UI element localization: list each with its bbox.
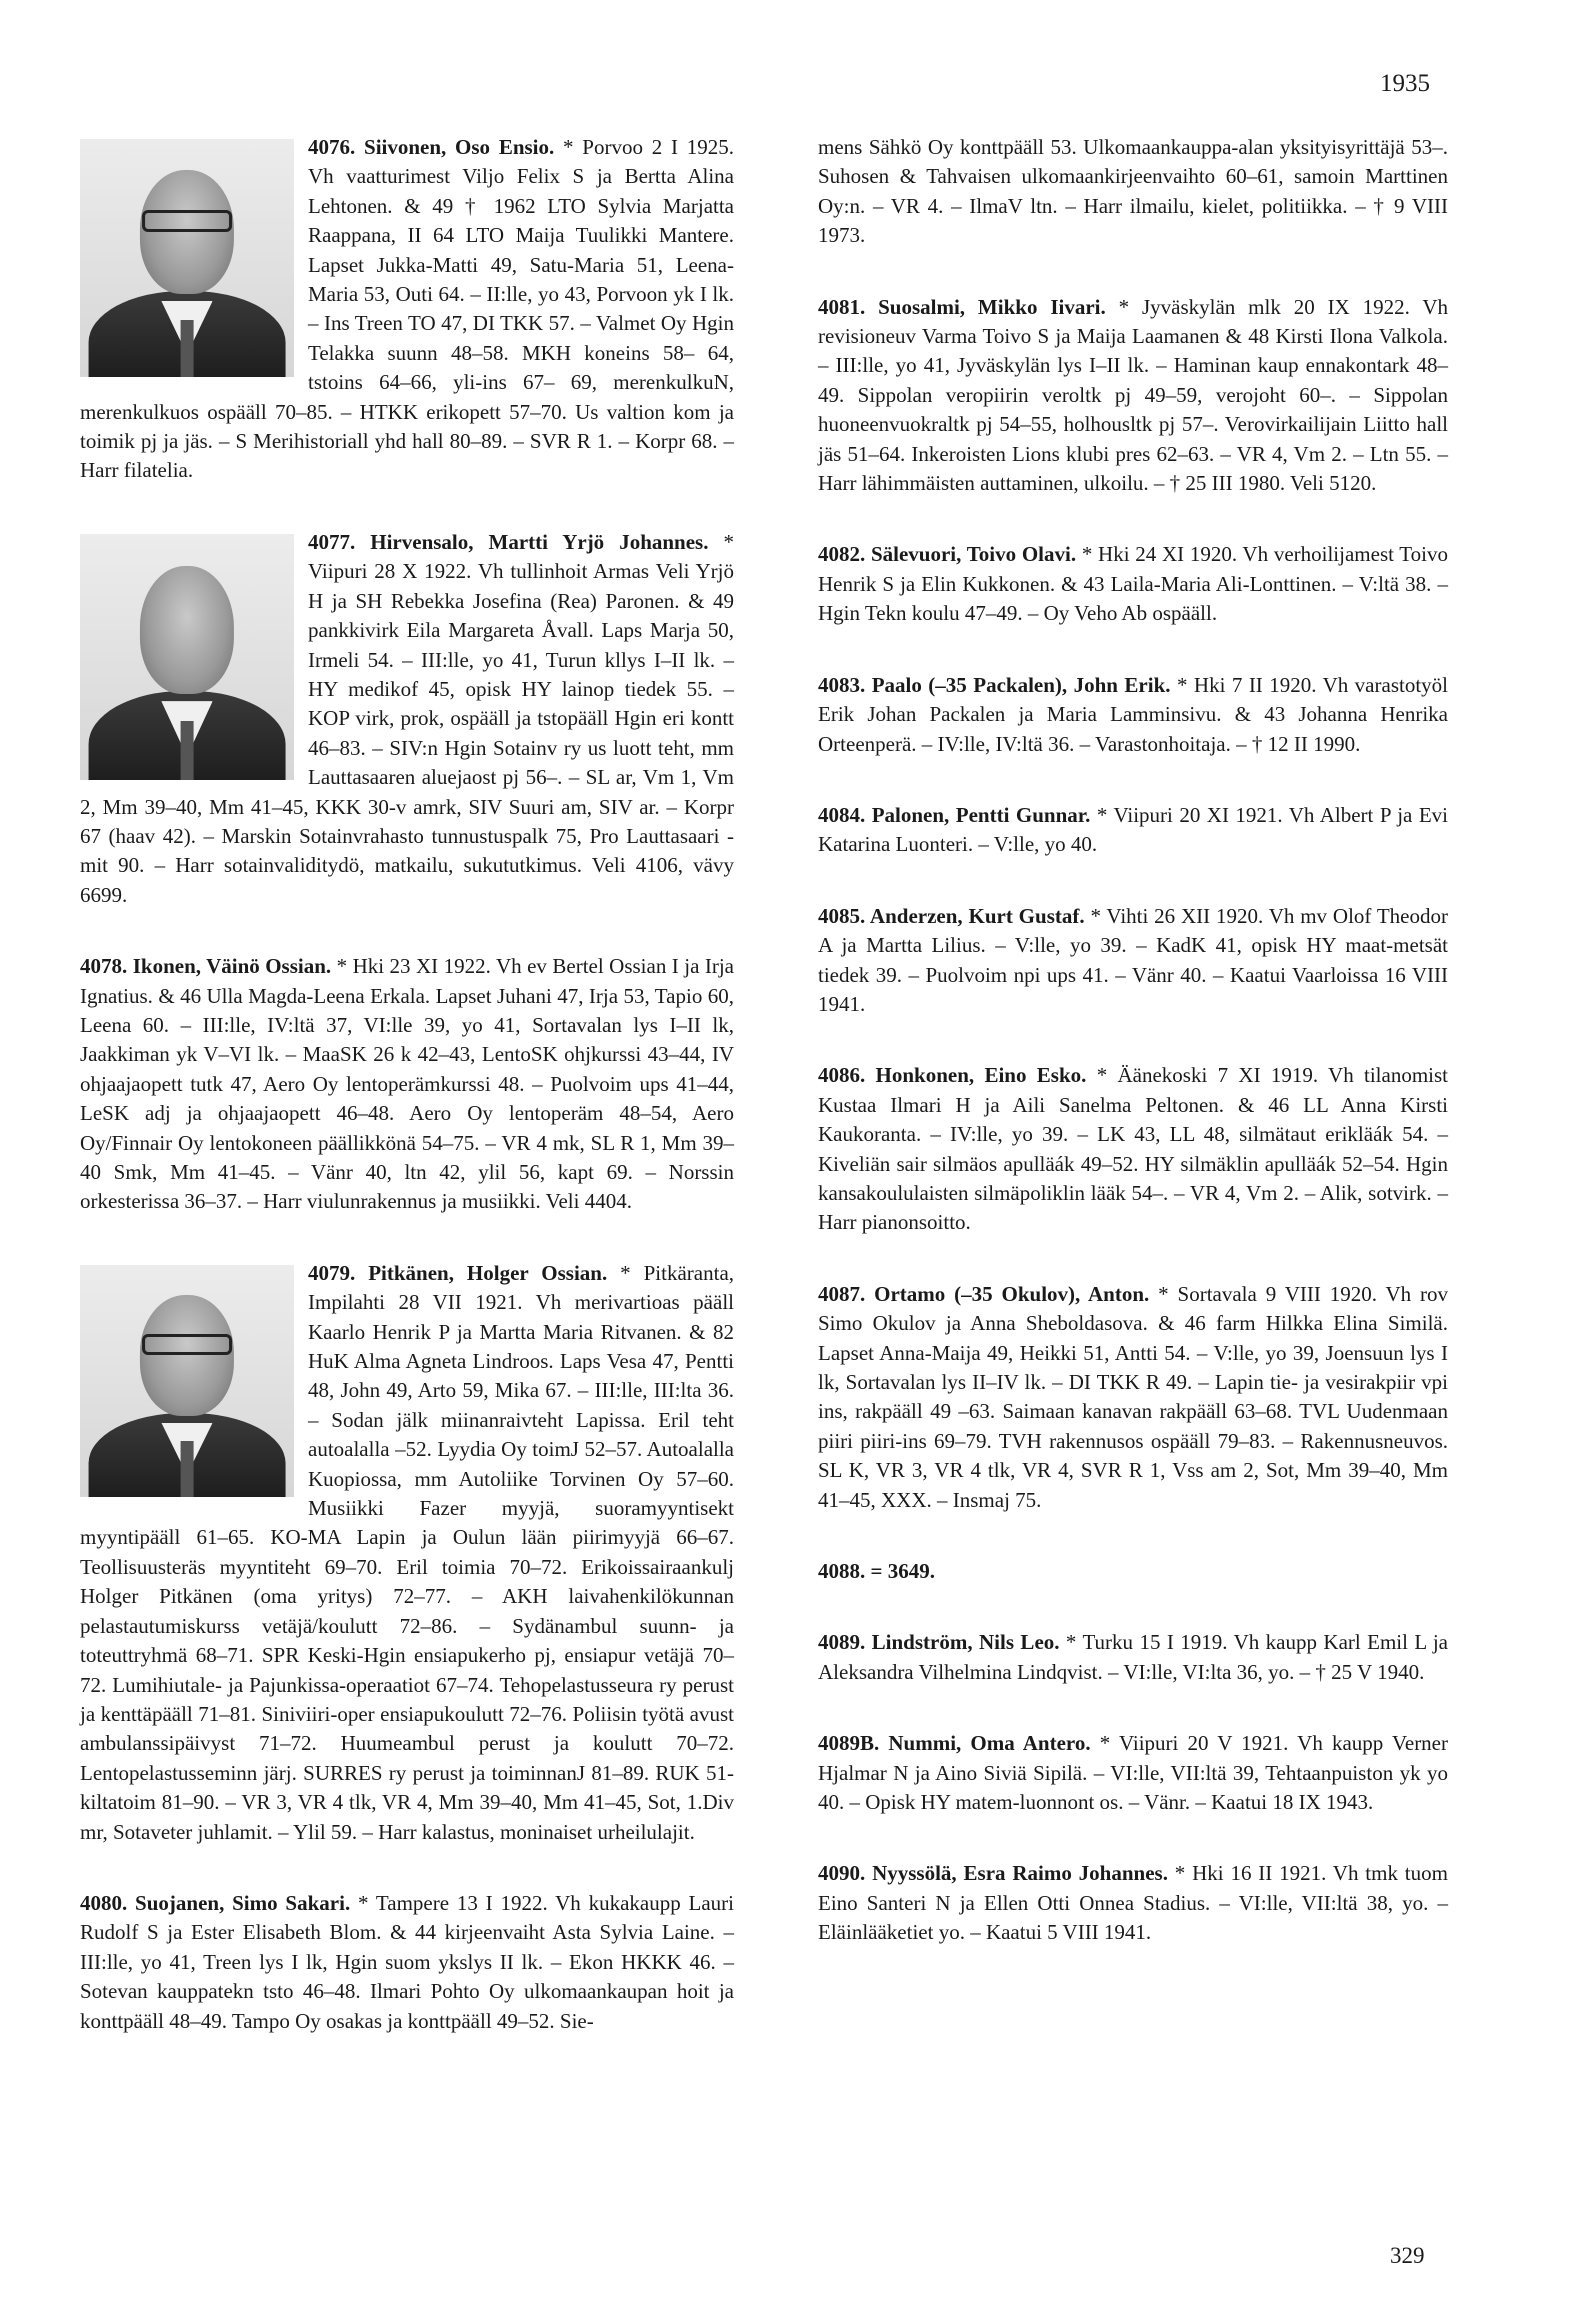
- entry-heading: 4089B. Nummi, Oma Antero.: [818, 1731, 1091, 1756]
- entry-body: * Äänekoski 7 XI 1919. Vh tilanomist Kustaa Ilmari H ja Aili Sanelma Peltonen. & 46 LL Anna Kirsti Kaukoranta. – IV:lle, yo 39. – LK 43, LL 48, silmätaut erikläák 54. – Kiveliän sair silmäos apulläák 49–52. HY silmäklin apulläák 52–54. Hgin kansakoululaisten silmäpoliklin lääk 54–. – VR 4, Vm 2. – Alik, sotvirk. – Harr pianonsoitto.: [818, 1063, 1448, 1235]
- entry-body: * Hki 16 II 1921. Vh tmk tuom Eino Santeri N ja Ellen Otti Onnea Stadius. – VI:lle, VII:ltä 38, yo. – Eläinlääketiet yo. – Kaatui 5 VIII 1941.: [818, 1861, 1448, 1945]
- entry: [818, 1280, 1448, 1515]
- entry-heading: 4088. = 3649.: [818, 1559, 935, 1584]
- entry: [818, 671, 1448, 759]
- entry: [80, 1259, 734, 1847]
- entry-heading: 4080. Suojanen, Simo Sakari.: [80, 1890, 351, 1915]
- entry: [818, 1859, 1448, 1947]
- entry-body: * Porvoo 2 I 1925. Vh vaatturimest Viljo Felix S ja Bertta Alina Lehtonen. & 49 † 1962 LTO Sylvia Marjatta Raappana, II 64 LTO Maija Tuulikki Mantere. Lapset Jukka-Matti 49, Satu-Maria 51, Leena-Maria 53, Outi 64. – II:lle, yo 43, Porvoon yk I lk. – Ins Treen TO 47, DI TKK 57. – Valmet Oy Hgin Telakka suunn 48–58. MKH koneins 58– 64, tstoins 64–66, yli-ins 67– 69, merenkulkuN, merenkulkuos ospääll 70–85. – HTKK erikopett 57–70. Us valtion kom ja toimik pj ja jäs. – S Merihistoriall yhd hall 80–89. – SVR R 1. – Korpr 68. – Harr filatelia.: [80, 135, 734, 483]
- entry: [80, 133, 734, 486]
- entry-body: * Sortavala 9 VIII 1920. Vh rov Simo Okulov ja Anna Sheboldasova. & 46 farm Hilkka Elina Similä. Lapset Anna-Maija 49, Heikki 51, Antti 54. – V:lle, yo 39, Joensuun lys I lk, Sortavalan lys II–IV lk. – DI TKK R 49. – Lapin tie- ja vesirakpiir vpi ins, rakpääll 49 –63. Saimaan kanavan rakpääll 63–68. TVL Uudenmaan piiri piiri-ins 69–79. TVH rakennusos ospääll 79–83. – Rakennusneuvos. SL K, VR 3, VR 4 tlk, VR 4, SVR R 1, Vss am 2, Sot, Mm 39–40, Mm 41–45, XXX. – Insmaj 75.: [818, 1281, 1448, 1512]
- entry-heading: 4081. Suosalmi, Mikko Iivari.: [818, 294, 1106, 319]
- entry-body: * Hki 24 XI 1920. Vh verhoilijamest Toivo Henrik S ja Elin Kukkonen. & 43 Laila-Maria Ali-Lonttinen. – V:ltä 38. – Hgin Tekn koulu 47–49. – Oy Veho Ab ospääll.: [818, 542, 1448, 626]
- entry-heading: 4082. Sälevuori, Toivo Olavi.: [818, 542, 1077, 567]
- entry-heading: 4090. Nyyssölä, Esra Raimo Johannes.: [818, 1861, 1168, 1886]
- entry: [80, 528, 734, 910]
- left-column: [80, 133, 734, 2078]
- entry-body: * Viipuri 20 V 1921. Vh kaupp Verner Hjalmar N ja Aino Siviä Sipilä. – VI:lle, VII:ltä 39, Tehtaanpuiston yk yo 40. – Opisk HY matem-luonnont os. – Vänr. – Kaatui 18 IX 1943.: [818, 1731, 1448, 1815]
- portrait-photo: [80, 1265, 294, 1497]
- entry-body: * Turku 15 I 1919. Vh kaupp Karl Emil L ja Aleksandra Vilhelmina Lindqvist. – VI:lle, VI:lta 36, yo. – † 25 V 1940.: [818, 1630, 1448, 1684]
- entry-body: * Viipuri 20 XI 1921. Vh Albert P ja Evi Katarina Luonteri. – V:lle, yo 40.: [818, 802, 1448, 857]
- entry-body: * Pitkäranta, Impilahti 28 VII 1921. Vh merivartioas pääll Kaarlo Henrik P ja Martta Maria Ritvanen. & 82 HuK Alma Agneta Lindroos. Laps Vesa 47, Pentti 48, John 49, Arto 59, Mika 67. – III:lle, III:lta 36. – Sodan jälk miinanraivteht Lapissa. Eril teht autoalalla –52. Lyydia Oy toimJ 52–57. Autoalalla Kuopiossa, mm Autoliike Torvinen Oy 57–60. Musiikki Fazer myyjä, suoramyyntisekt myyntipääll 61–65. KO-MA Lapin ja Oulun lään piirimyyjä 66–67. Teollisuusteräs myyntiteht 69–70. Eril toimia 70–72. Erikoissairaankulj Holger Pitkänen (oma yritys) 72–77. – AKH laivahenkilökunnan pelastautumiskurss vetäjä/koulutt 72–86. – Sydänambul suunn- ja toteuttryhmä 68–71. SPR Keski-Hgin ensiapukerho pj, ensiapur vetäjä 70–72. Lumihiutale- ja Pajunkissa-operaatiot 67–74. Tehopelastusseura ry perust ja kenttäpääll 71–81. Siniviiri-oper ensiapukoulutt 72–76. Poliisin työtä avust ambulanssipäivyst 71–72. Huumeambul perust ja koulutt 70–72. Lentopelastusseminn järj. SURRES ry perust ja toiminnanJ 81–89. RUK 51-kiltatoim 81–90. – VR 3, VR 4 tlk, VR 4, Mm 39–40, Mm 41–45, Sot, 1.Div mr, Sotaveter juhlamit. – Ylil 59. – Harr kalastus, moninaiset urheilulajit.: [80, 1260, 735, 1844]
- entry: [818, 801, 1448, 860]
- entry-heading: 4078. Ikonen, Väinö Ossian.: [80, 954, 332, 979]
- entry-heading: 4076. Siivonen, Oso Ensio.: [308, 135, 555, 159]
- entry: [818, 1729, 1448, 1817]
- entry-body: * Tampere 13 I 1922. Vh kukakaupp Lauri Rudolf S ja Ester Elisabeth Blom. & 44 kirjeenvaiht Asta Sylvia Laine. – III:lle, yo 41, Treen lys I lk, Hgin suom ykslys II lk. – Ekon HKKK 46. – Sotevan kauppatekn tsto 46–48. Ilmari Pohto Oy ulkomaankaupan hoit ja konttpääll 48–49. Tampo Oy osakas ja konttpääll 49–52. Sie-: [80, 1890, 734, 2033]
- entry-body: * Hki 23 XI 1922. Vh ev Bertel Ossian I ja Irja Ignatius. & 46 Ulla Magda-Leena Erkala. Lapset Juhani 47, Irja 53, Tapio 60, Leena 60. – III:lle, IV:ltä 37, VI:lle 39, yo 41, Sortavalan lys I–II lk, Jaakkiman yk V–VI lk. – MaaSK 26 k 42–43, LentoSK ohjkurssi 43–44, IV ohjaajaopett tutk 47, Aero Oy lentoperämkurssi 48. – Puolvoim ups 41–44, LeSK adj ja ohjaajaopett 46–48. Aero Oy lentoperäm 48–54, Aero Oy/Finnair Oy lentokoneen päällikkönä 54–75. – VR 4 mk, SL R 1, Mm 39–40 Smk, Mm 41–45. – Vänr 40, ltn 42, ylil 56, kapt 69. – Norssin orkesterissa 36–37. – Harr viulunrakennus ja musiikki. Veli 4404.: [80, 954, 734, 1214]
- right-column: [818, 133, 1448, 1990]
- entry: [818, 902, 1448, 1020]
- entry-heading: 4087. Ortamo (–35 Okulov), Anton.: [818, 1281, 1150, 1306]
- entry: [818, 293, 1448, 499]
- entry: [818, 1628, 1448, 1687]
- entry-heading: 4083. Paalo (–35 Packalen), John Erik.: [818, 672, 1171, 697]
- entry-body: * Hki 7 II 1920. Vh varastotyöl Erik Johan Packalen ja Maria Lamminsivu. & 43 Johanna Henrika Orteenperä. – IV:lle, IV:ltä 36. – Varastonhoitaja. – † 12 II 1990.: [818, 672, 1448, 756]
- entry-heading: 4086. Honkonen, Eino Esko.: [818, 1063, 1087, 1088]
- page-number: 329: [1390, 2243, 1425, 2268]
- entry: [818, 1557, 1448, 1586]
- entry-heading: 4089. Lindström, Nils Leo.: [818, 1630, 1060, 1655]
- entry-heading: 4084. Palonen, Pentti Gunnar.: [818, 802, 1091, 827]
- entry-body: * Vihti 26 XII 1920. Vh mv Olof Theodor A ja Martta Lilius. – V:lle, yo 39. – KadK 41, opisk HY maat-metsät tiedek 39. – Puolvoim npi ups 41. – Vänr 40. – Kaatui Vaarloissa 16 VIII 1941.: [818, 903, 1448, 1016]
- portrait-photo: [80, 534, 294, 780]
- entry-heading: 4085. Anderzen, Kurt Gustaf.: [818, 903, 1085, 928]
- entry: [818, 1061, 1448, 1237]
- entry-body: * Viipuri 28 X 1922. Vh tullinhoit Armas Veli Yrjö H ja SH Rebekka Josefina (Rea) Paronen. & 49 pankkivirk Eila Margareta Åvall. Laps Marja 50, Irmeli 54. – III:lle, yo 41, Turun kllys I–II lk. – HY medikof 45, opisk HY lainop tiedek 55. – KOP virk, prok, ospääll ja tstopääll Hgin eri kontt 46–83. – SIV:n Hgin Sotainv ry us luott teht, mm Lauttasaaren aluejaost pj 56–. – SL ar, Vm 1, Vm 2, Mm 39–40, Mm 41–45, KKK 30-v amrk, SIV Suuri am, SIV ar. – Korpr 67 (haav 42). – Marskin Sotainvrahasto tunnustuspalk 75, Pro Lauttasaari -mit 90. – Harr sotainvaliditydö, matkailu, sukututkimus. Veli 4106, vävy 6699.: [80, 529, 734, 907]
- entry: [818, 133, 1448, 251]
- header-year: 1935: [1380, 70, 1430, 97]
- entry-heading: 4077. Hirvensalo, Martti Yrjö Johannes.: [308, 529, 709, 554]
- entry-heading: 4079. Pitkänen, Holger Ossian.: [308, 1260, 608, 1285]
- entry: [80, 952, 734, 1217]
- portrait-photo: [80, 139, 294, 377]
- entry: [80, 1889, 734, 2036]
- entry-body: * Jyväskylän mlk 20 IX 1922. Vh revisioneuv Varma Toivo S ja Maija Laamanen & 48 Kirsti Ilona Valkola. – III:lle, yo 41, Jyväskylän lys I–II lk. – Haminan kaup ennakontark 48–49. Sippolan veropiirin veroltk pj 49–59, verojoht 60–. – Sippolan huoneenvuokraltk pj 54–55, holhousltk pj 57–. Verovirkailijain Liitto hall jäs 51–64. Inkeroisten Lions klubi pres 62–63. – VR 4, Vm 2. – Ltn 55. – Harr lähimmäisten auttaminen, ulkoilu. – † 25 III 1980. Veli 5120.: [818, 294, 1449, 496]
- entry-body: mens Sähkö Oy konttpääll 53. Ulkomaankauppa-alan yksityisyrittäjä 53–. Suhosen & Tahvaisen ulkomaankirjeenvaihto 60–61, samoin Marttinen Oy:n. – VR 4. – IlmaV ltn. – Harr ilmailu, kielet, politiikka. – † 9 VIII 1973.: [818, 135, 1448, 248]
- entry: [818, 540, 1448, 628]
